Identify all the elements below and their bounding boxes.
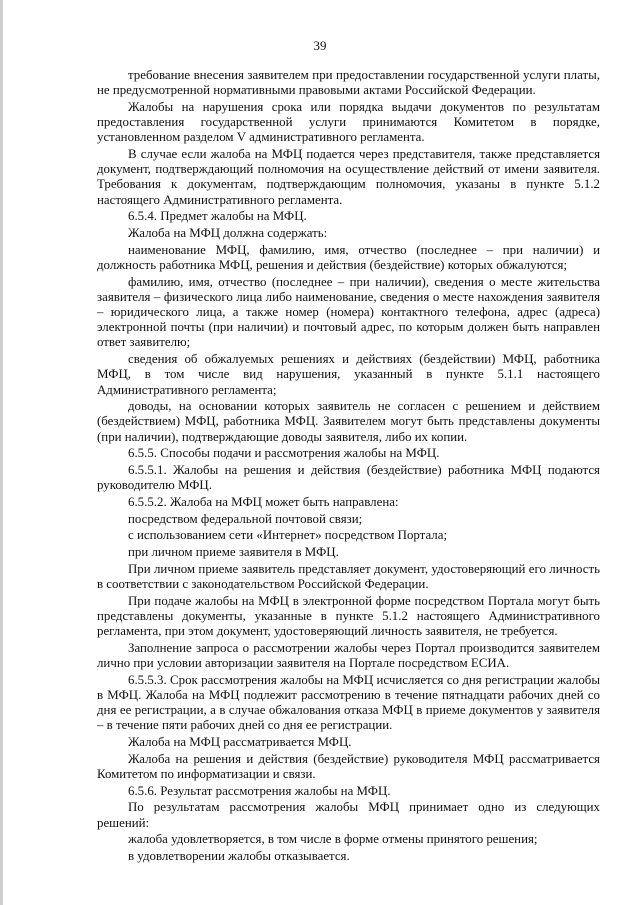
paragraph: посредством федеральной почтовой связи; [128,511,363,526]
paragraph: жалоба удовлетворяется, в том числе в форме отмены принятого решения; [128,832,538,847]
paragraph: Жалоба на МФЦ рассматривается МФЦ. [128,735,352,750]
paragraph: 6.5.6. Результат рассмотрения жалобы на МФЦ. [128,783,391,798]
scan-edge [0,0,3,905]
page-number: 39 [313,38,327,53]
paragraph: Жалоба на МФЦ должна содержать: [128,226,328,241]
paragraph: сведения об обжалуемых решениях и действиях (бездействии) МФЦ, работника МФЦ, в том числе вид нарушения, указанный в пункте 5.1.1 настоящего Административного регламента; [97,352,600,397]
paragraph: в удовлетворении жалобы отказывается. [128,848,350,863]
paragraph: При личном приеме заявитель представляет документ, удостоверяющий его личность в соответствии с законодательством Российской Федерации. [97,561,600,591]
paragraph: требование внесения заявителем при предоставлении государственной услуги платы, не предусмотренной нормативными правовыми актами Российской Федерации. [97,68,600,98]
paragraph: 6.5.5.2. Жалоба на МФЦ может быть направлена: [128,494,399,509]
paragraph: с использованием сети «Интернет» посредством Портала; [128,528,448,543]
paragraph: наименование МФЦ, фамилию, имя, отчество (последнее – при наличии) и должность работника МФЦ, решения и действия (бездействие) которых обжалуются; [97,242,600,272]
paragraph: Заполнение запроса о рассмотрении жалобы через Портал производится заявителем лично при условии авторизации заявителя на Портале посредством ЕСИА. [97,640,600,671]
paragraph: По результатам рассмотрения жалобы МФЦ принимает одно из следующих решений: [97,800,600,830]
paragraph: В случае если жалоба на МФЦ подается через представителя, также представляется документ, подтверждающий полномочия на осуществление действий от имени заявителя. Требования к документам, подтверждающим полномочия, указаны в пункте 5.1.2 настоящего Административного регламента. [97,147,600,207]
paragraph: 6.5.4. Предмет жалобы на МФЦ. [128,209,307,224]
paragraph: фамилию, имя, отчество (последнее – при наличии), сведения о месте жительства заявителя – физического лица либо наименование, сведения о месте нахождения заявителя – юридического лица, а также номер (номера) контактного телефона, адрес (адреса) электронной почты (при наличии) и почтовый адрес, по которым должен быть направлен ответ заявителю; [97,274,600,350]
paragraph: 6.5.5. Способы подачи и рассмотрения жалобы на МФЦ. [128,446,440,461]
paragraph: 6.5.5.1. Жалобы на решения и действия (бездействие) работника МФЦ подаются руководителю МФЦ. [97,463,600,493]
paragraph: При подаче жалобы на МФЦ в электронной форме посредством Портала могут быть представлены документы, указанные в пункте 5.1.2 настоящего Административного регламента, при этом документ, удостоверяющий личность заявителя, не требуется. [97,593,600,639]
paragraph: доводы, на основании которых заявитель не согласен с решением и действием (бездействием) МФЦ, работника МФЦ. Заявителем могут быть представлены документы (при наличии), подтверждающие доводы заявителя, либо их копии. [97,399,600,444]
paragraph: Жалобы на нарушения срока или порядка выдачи документов по результатам предоставления государственной услуги принимаются Комитетом в порядке, установленном разделом V административного регламента. [97,99,600,145]
paragraph: Жалоба на решения и действия (бездействие) руководителя МФЦ рассматривается Комитетом по информатизации и связи. [97,751,600,781]
document-body [97,68,600,866]
paragraph: при личном приеме заявителя в МФЦ. [128,545,339,560]
paragraph: 6.5.5.3. Срок рассмотрения жалобы на МФЦ исчисляется со дня регистрации жалобы в МФЦ. Жалоба на МФЦ подлежит рассмотрению в течение пятнадцати рабочих дней со дня ее регистрации, а в случае обжалования отказа МФЦ в приеме документов у заявителя – в течение пяти рабочих дней со дня ее регистрации. [97,672,600,733]
